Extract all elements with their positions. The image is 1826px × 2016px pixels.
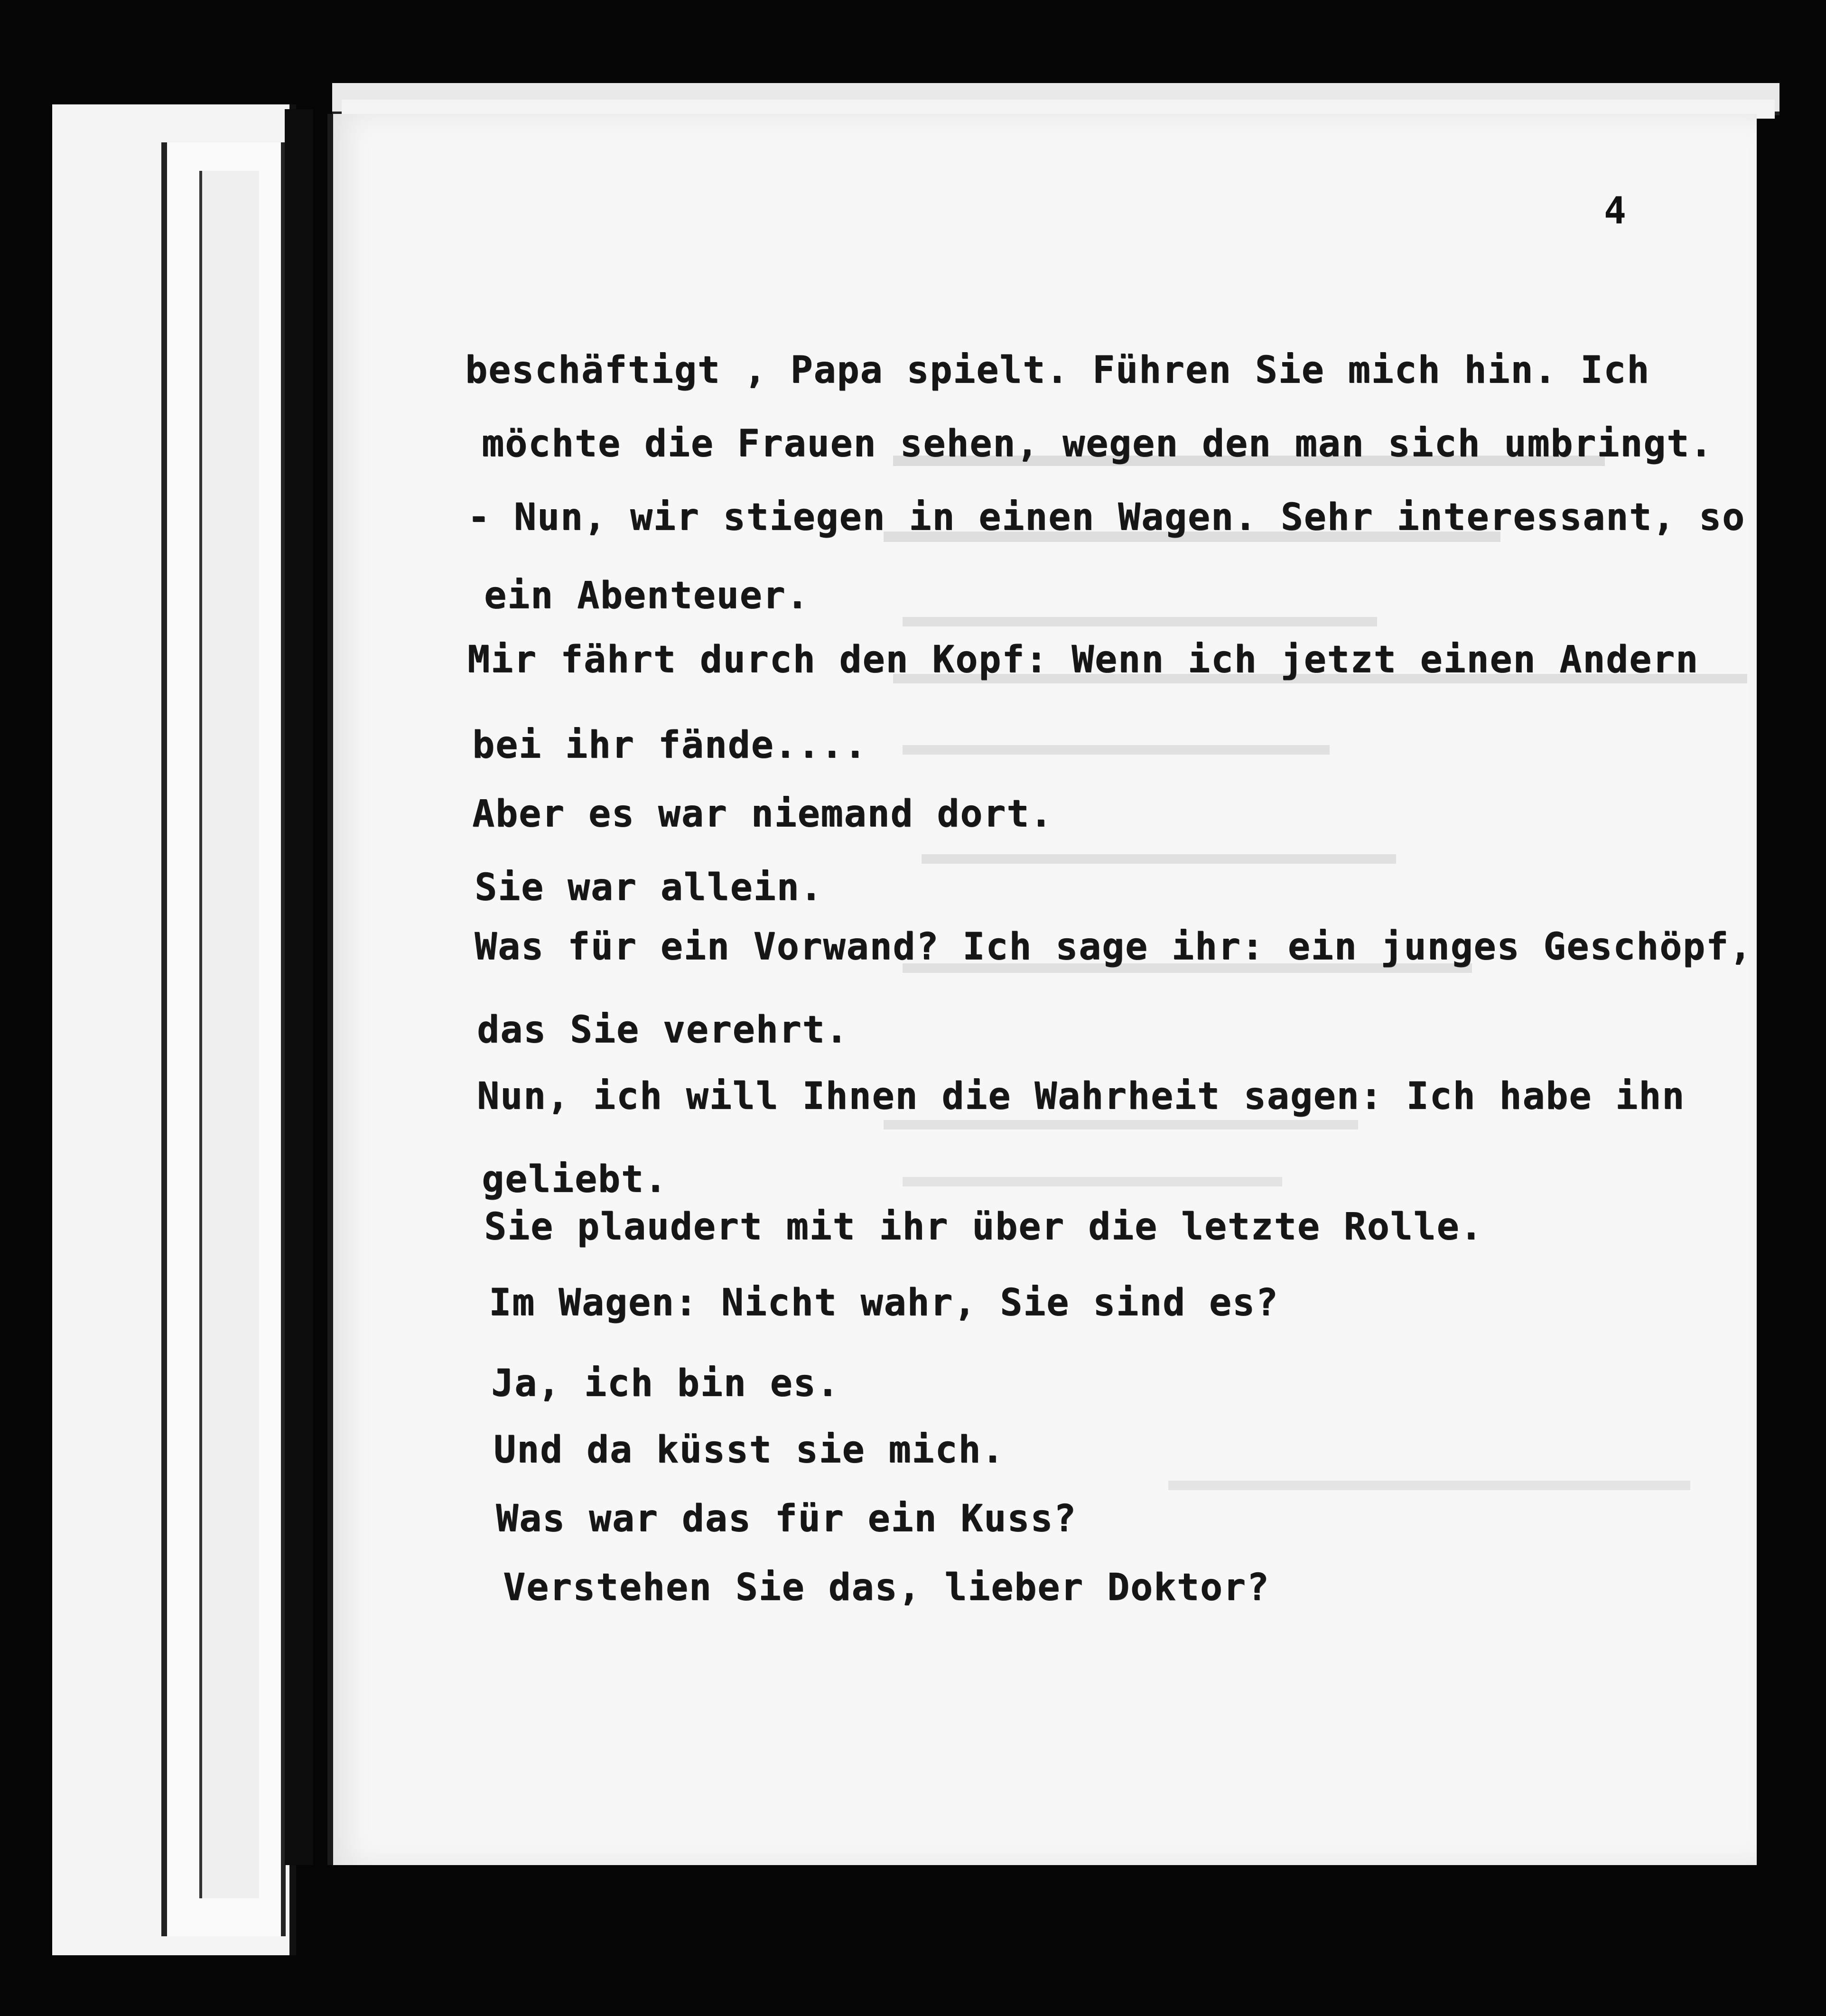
text-line: Sie plaudert mit ihr über die letzte Rolle. xyxy=(484,1205,1483,1248)
text-line: Im Wagen: Nicht wahr, Sie sind es? xyxy=(489,1281,1279,1324)
text-line: Was für ein Vorwand? Ich sage ihr: ein junges Geschöpf, xyxy=(475,925,1752,968)
text-line: - Nun, wir stiegen in einen Wagen. Sehr interessant, so xyxy=(467,496,1745,539)
text-line: das Sie verehrt. xyxy=(477,1008,849,1051)
text-line: Aber es war niemand dort. xyxy=(472,793,1053,835)
show-through-smudge xyxy=(884,1120,1358,1129)
show-through-smudge xyxy=(922,854,1396,864)
text-line: ein Abenteuer. xyxy=(484,574,810,617)
show-through-smudge xyxy=(903,1177,1282,1186)
text-line: beschäftigt , Papa spielt. Führen Sie mich hin. Ich xyxy=(465,349,1650,392)
text-line: Nun, ich will Ihnen die Wahrheit sagen: Ich habe ihn xyxy=(477,1075,1685,1118)
show-through-smudge xyxy=(1168,1481,1690,1490)
text-line: möchte die Frauen sehen, wegen den man sich umbringt. xyxy=(482,422,1713,465)
text-line: Und da küsst sie mich. xyxy=(494,1428,1005,1471)
text-line: Was war das für ein Kuss? xyxy=(496,1497,1077,1540)
show-through-smudge xyxy=(903,617,1377,626)
left-inner-strip xyxy=(199,171,259,1898)
text-line: Mir fährt durch den Kopf: Wenn ich jetzt einen Andern xyxy=(467,638,1699,681)
show-through-smudge xyxy=(903,745,1330,755)
text-line: Sie war allein. xyxy=(475,866,823,909)
page-number: 4 xyxy=(1604,190,1626,233)
text-line: Ja, ich bin es. xyxy=(491,1362,840,1405)
text-line: geliebt. xyxy=(482,1158,668,1201)
binding-shadow xyxy=(285,109,313,1865)
text-line: bei ihr fände.... xyxy=(472,724,867,766)
text-line: Verstehen Sie das, lieber Doktor? xyxy=(503,1566,1270,1609)
